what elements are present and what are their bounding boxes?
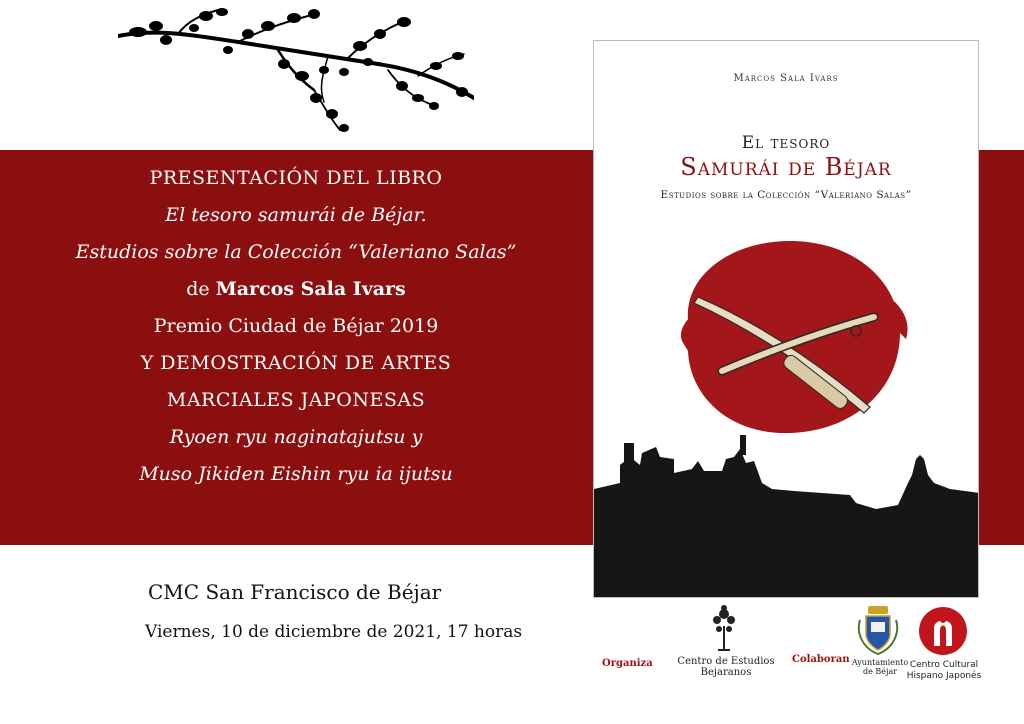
cover-subtitle: Estudios sobre la Colección “Valeriano Salas” <box>660 189 912 201</box>
author-prefix: de <box>186 278 210 300</box>
demo-heading-2: MARCIALES JAPONESAS <box>166 389 426 411</box>
centro-cultural-logo-text <box>902 660 986 682</box>
demo-heading-1: Y DEMOSTRACIÓN DE ARTES <box>140 352 452 374</box>
ayto-line2: de Béjar <box>862 667 898 676</box>
presentation-heading: PRESENTACIÓN DEL LIBRO <box>149 167 443 189</box>
blossom-branch-illustration <box>118 6 474 134</box>
author-line <box>0 271 592 308</box>
book-subtitle: Estudios sobre la Colección “Valeriano Salas” <box>75 241 517 263</box>
venue: CMC San Francisco de Béjar <box>148 580 442 604</box>
colaboran-label: Colaboran <box>792 654 850 665</box>
centro-cultural-logo-icon <box>918 606 968 656</box>
cover-title-small: El tesoro <box>741 133 831 153</box>
organiza-label: Organiza <box>602 658 653 669</box>
announcement-text <box>0 160 592 493</box>
cover-illustration <box>594 221 979 598</box>
cchj-line2: Hispano Japonés <box>906 671 982 681</box>
cover-author: Marcos Sala Ivars <box>733 73 839 84</box>
ayto-line1: Ayuntamiento <box>851 658 909 667</box>
cchj-line1: Centro Cultural <box>909 660 979 670</box>
event-date: Viernes, 10 de diciembre de 2021, 17 horas <box>145 622 523 642</box>
book-title: El tesoro samurái de Béjar. <box>165 204 427 226</box>
centro-line1: Centro de Estudios <box>677 656 775 667</box>
bejar-skyline-silhouette <box>594 435 979 598</box>
coat-of-arms-icon <box>854 602 902 658</box>
centro-line2: Bejaranos <box>700 667 752 678</box>
author-name: Marcos Sala Ivars <box>215 278 406 300</box>
cover-title-big: Samurái de Béjar <box>680 153 892 181</box>
tree-logo-icon <box>708 604 740 652</box>
red-ink-circle-icon <box>681 241 908 433</box>
ayuntamiento-logo-text <box>850 658 910 676</box>
award-line: Premio Ciudad de Béjar 2019 <box>153 315 439 337</box>
centro-estudios-logo-text <box>674 656 778 678</box>
martial-art-1: Ryoen ryu naginatajutsu y <box>169 426 423 448</box>
martial-art-2: Muso Jikiden Eishin ryu ia ijutsu <box>139 463 453 485</box>
book-cover <box>593 40 979 598</box>
sponsors-area <box>600 600 1020 710</box>
